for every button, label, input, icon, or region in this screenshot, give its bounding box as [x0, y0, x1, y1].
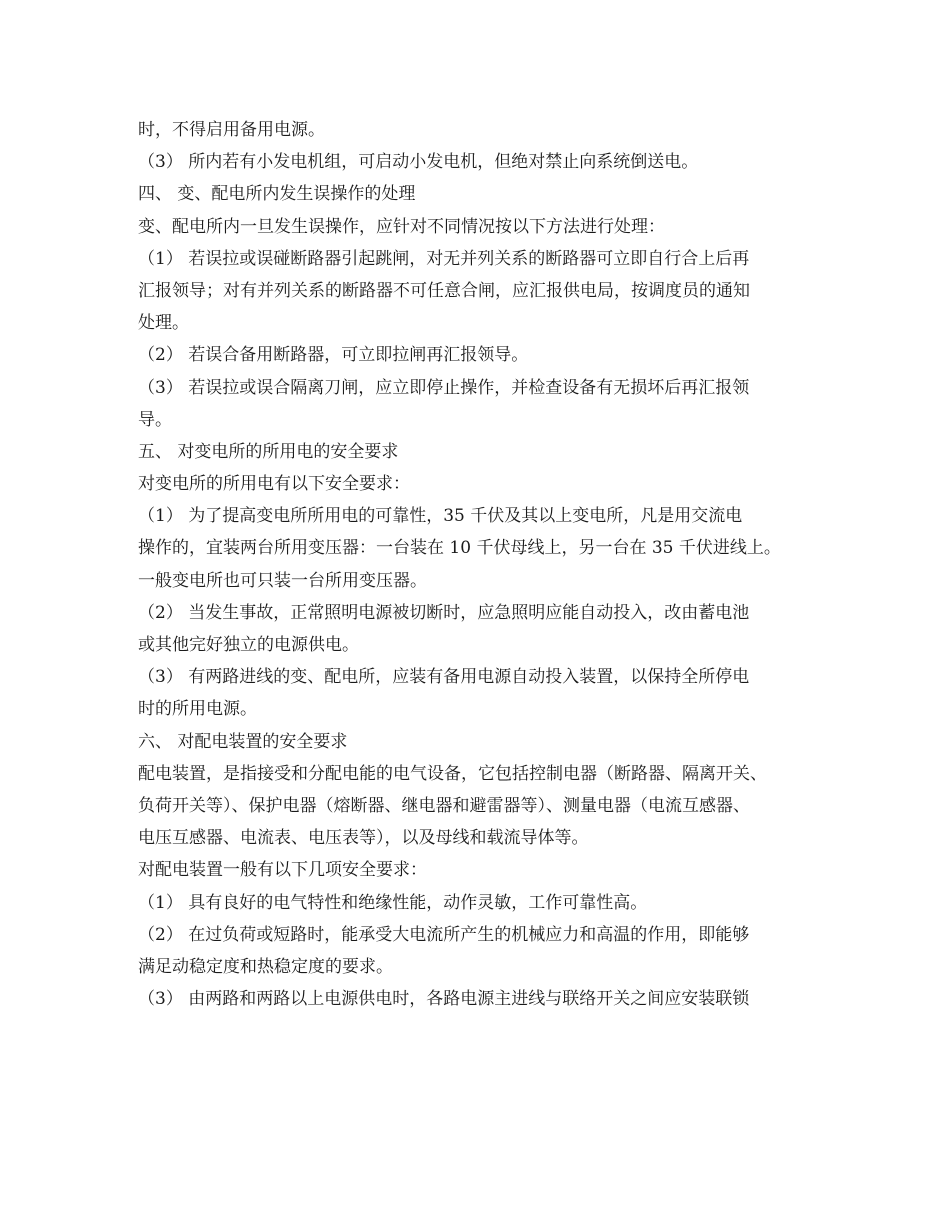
text-line: 导。: [138, 409, 172, 430]
text-line: 负荷开关等）、保护电器（熔断器、继电器和避雷器等）、测量电器（电流互感器、: [138, 795, 750, 816]
list-item: （2） 当发生事故，正常照明电源被切断时，应急照明应能自动投入，改由蓄电池: [138, 602, 750, 623]
section-heading: 四、 变、配电所内发生误操作的处理: [138, 184, 416, 205]
text-line: 电压互感器、电流表、电压表等），以及母线和载流导体等。: [138, 828, 589, 849]
document-body: [138, 114, 818, 1015]
text-line: 满足动稳定度和热稳定度的要求。: [138, 956, 393, 977]
list-item: （1） 具有良好的电气特性和绝缘性能，动作灵敏，工作可靠性高。: [138, 892, 648, 913]
text-line: 处理。: [138, 313, 189, 334]
section-heading: 五、 对变电所的所用电的安全要求: [138, 441, 399, 462]
text-line: 对配电装置一般有以下几项安全要求：: [138, 860, 427, 881]
text-line: 汇报领导；对有并列关系的断路器不可任意合闸，应汇报供电局，按调度员的通知: [138, 280, 750, 301]
list-item: （3） 所内若有小发电机组，可启动小发电机，但绝对禁止向系统倒送电。: [138, 152, 699, 173]
text-line: 配电装置，是指接受和分配电能的电气设备，它包括控制电器（断路器、隔离开关、: [138, 763, 767, 784]
section-heading: 六、 对配电装置的安全要求: [138, 731, 348, 752]
list-item: （3） 有两路进线的变、配电所，应装有备用电源自动投入装置，以保持全所停电: [138, 667, 750, 688]
text-line: 一般变电所也可只装一台所用变压器。: [138, 570, 427, 591]
list-item: （1） 为了提高变电所所用电的可靠性，35 千伏及其以上变电所，凡是用交流电: [138, 506, 743, 527]
list-item: （3） 若误拉或误合隔离刀闸，应立即停止操作，并检查设备有无损坏后再汇报领: [138, 377, 750, 398]
text-line: 变、配电所内一旦发生误操作，应针对不同情况按以下方法进行处理：: [138, 216, 665, 237]
text-line: 时，不得启用备用电源。: [138, 120, 325, 140]
list-item: （2） 在过负荷或短路时，能承受大电流所产生的机械应力和高温的作用，即能够: [138, 924, 750, 945]
list-item: （1） 若误拉或误碰断路器引起跳闸，对无并列关系的断路器可立即自行合上后再: [138, 248, 750, 269]
text-line: 操作的，宜装两台所用变压器：一台装在 10 千伏母线上，另一台在 35 千伏进线上。: [138, 538, 781, 559]
list-item: （3） 由两路和两路以上电源供电时，各路电源主进线与联络开关之间应安装联锁: [138, 989, 750, 1010]
text-line: 对变电所的所用电有以下安全要求：: [138, 474, 410, 495]
list-item: （2） 若误合备用断路器，可立即拉闸再汇报领导。: [138, 345, 529, 366]
text-line: 或其他完好独立的电源供电。: [138, 635, 359, 655]
text-line: 时的所用电源。: [138, 699, 257, 720]
